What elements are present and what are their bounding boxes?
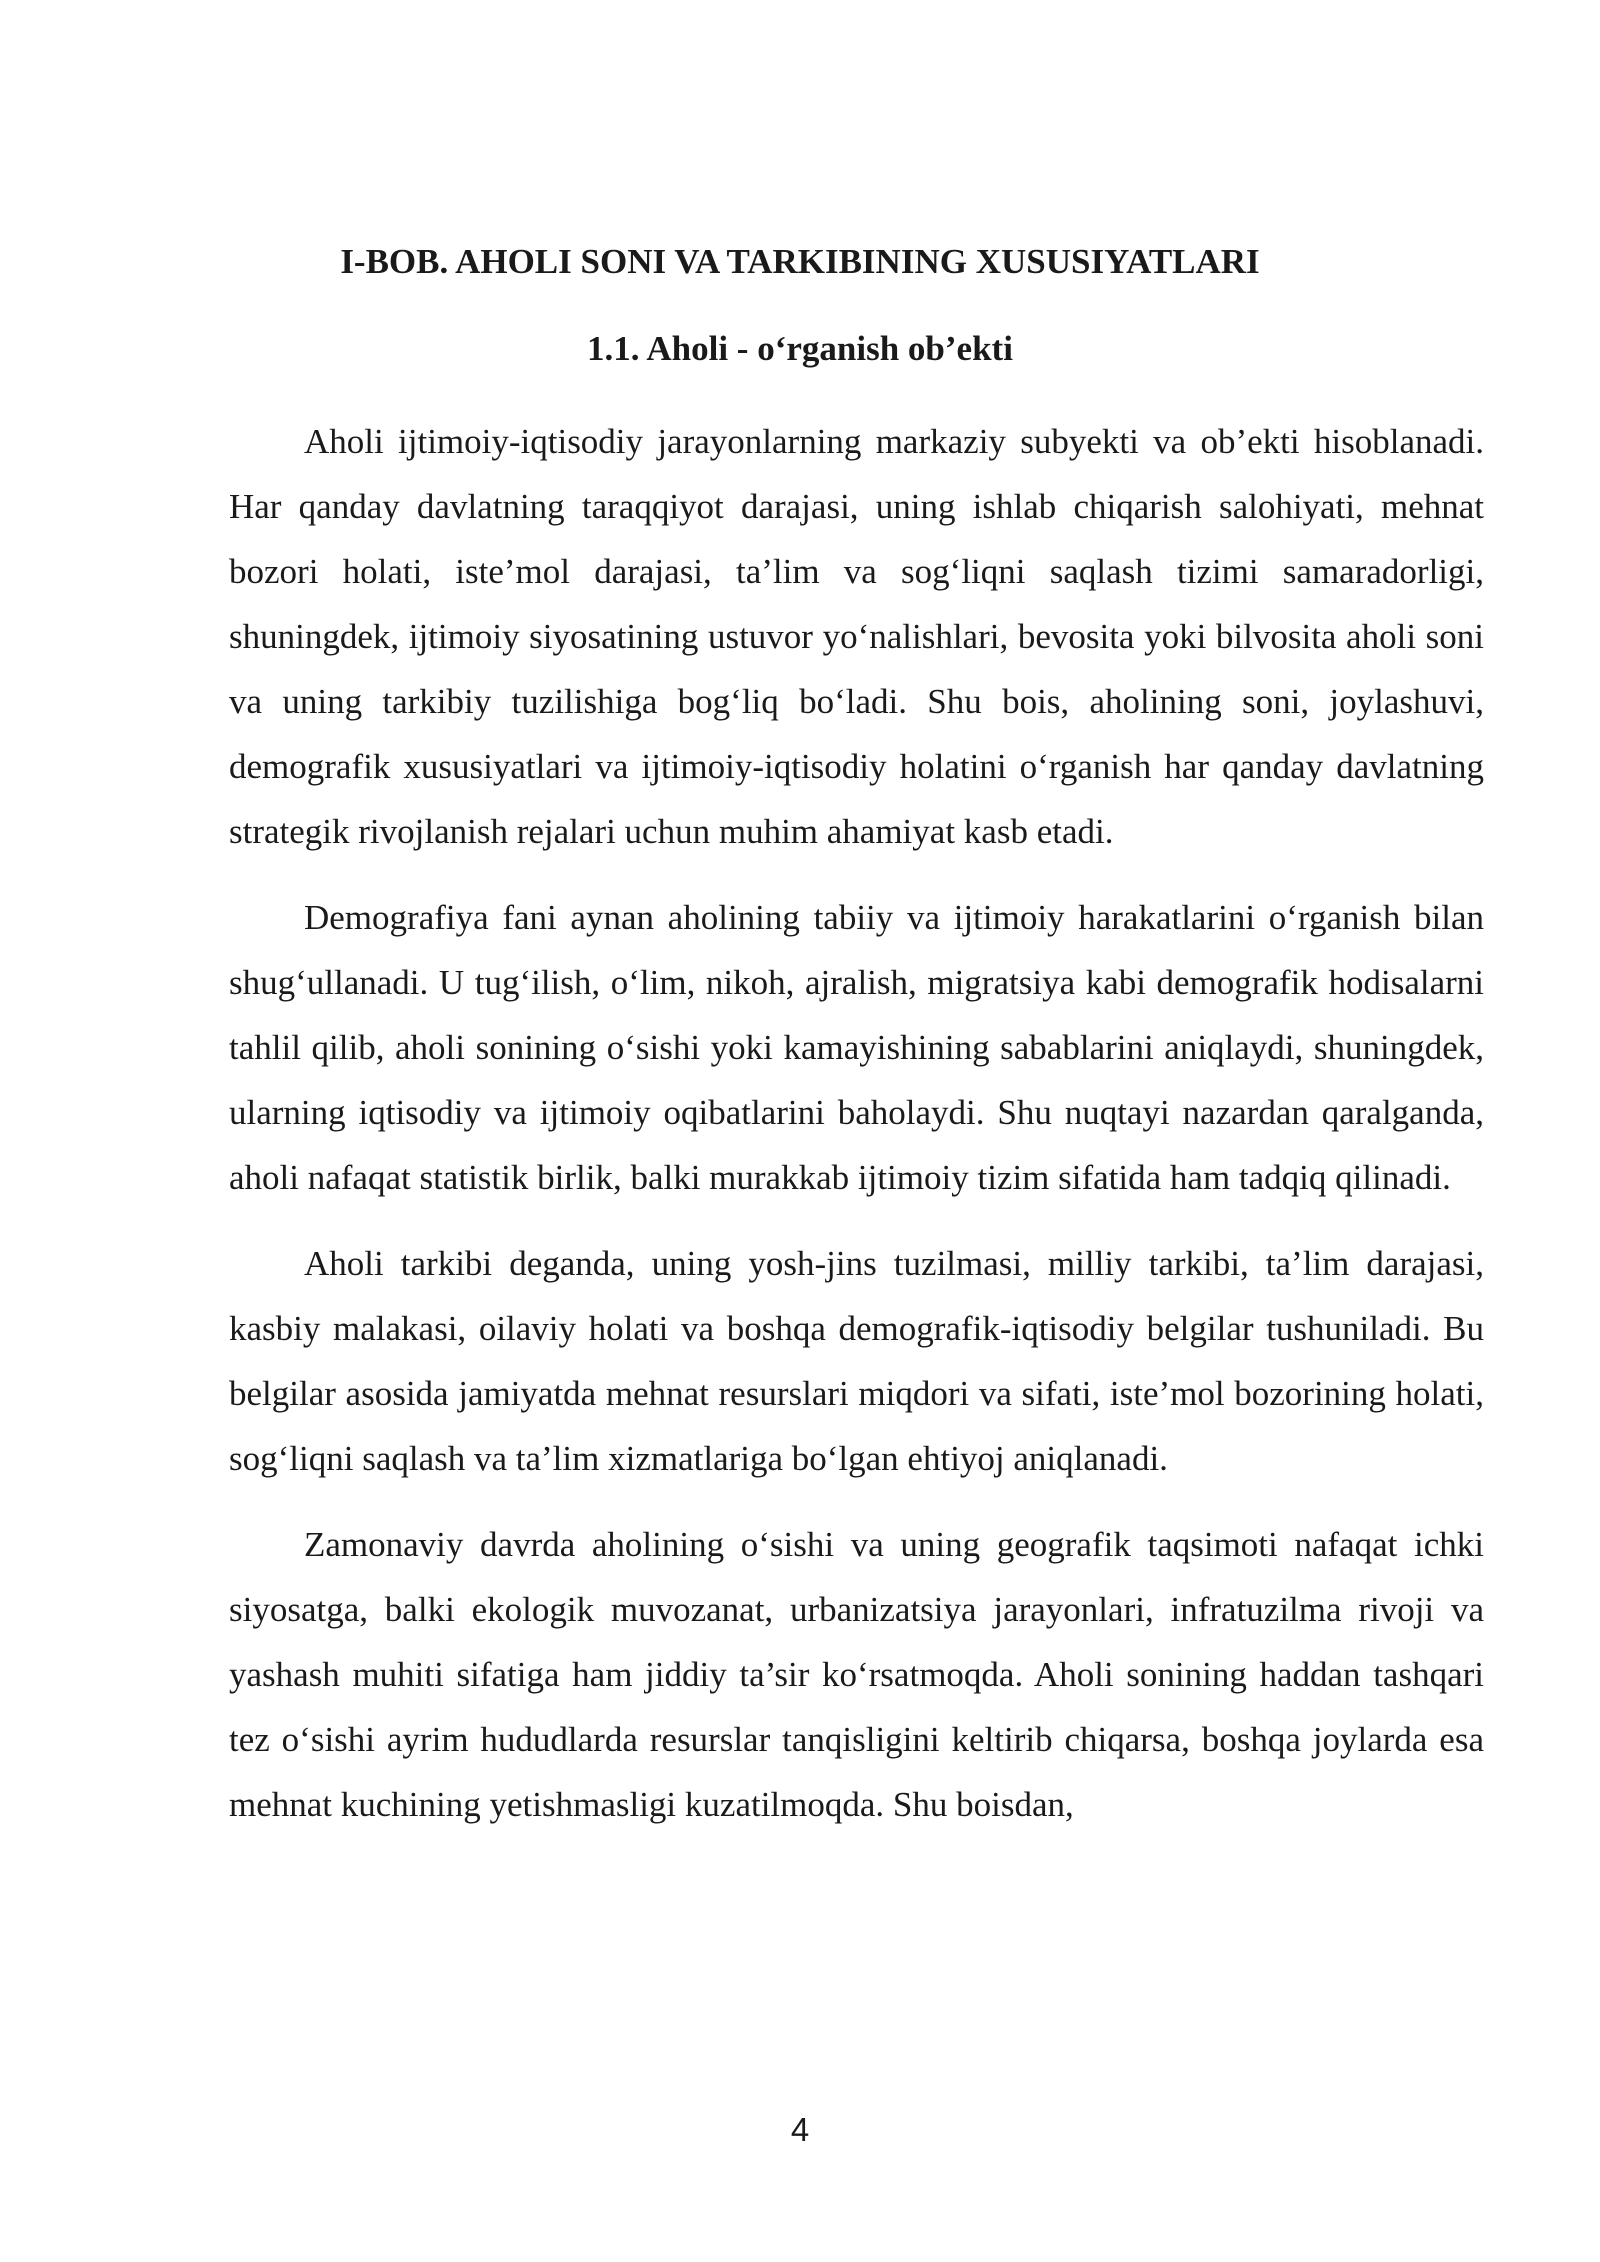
body-text	[229, 409, 1484, 1858]
chapter-title: I-BOB. AHOLI SONI VA TARKIBINING XUSUSIYATLARI	[340, 242, 1260, 281]
paragraph: Zamonaviy davrda aholining o‘sishi va uning geografik taqsimoti nafaqat ichki siyosatga, balki ekologik muvozanat, urbanizatsiya jarayonlari, infratuzilma rivoji va yashash muhiti sifatiga ham jiddiy ta’sir ko‘rsatmoqda. Aholi sonining haddan tashqari tez o‘sishi ayrim hududlarda resurslar tanqisligini keltirib chiqarsa, boshqa joylarda esa mehnat kuchining yetishmasligi kuzatilmoqda. Shu boisdan,	[229, 1525, 1484, 1824]
paragraph: Aholi ijtimoiy-iqtisodiy jarayonlarning markaziy subyekti va ob’ekti hisoblanadi. Har qanday davlatning taraqqiyot darajasi, uning ishlab chiqarish salohiyati, mehnat bozori holati, iste’mol darajasi, ta’lim va sog‘liqni saqlash tizimi samaradorligi, shuningdek, ijtimoiy siyosatining ustuvor yo‘nalishlari, bevosita yoki bilvosita aholi soni va uning tarkibiy tuzilishiga bog‘liq bo‘ladi. Shu bois, aholining soni, joylashuvi, demografik xususiyatlari va ijtimoiy-iqtisodiy holatini o‘rganish har qanday davlatning strategik rivojlanish rejalari uchun muhim ahamiyat kasb etadi.	[229, 422, 1484, 851]
section-title: 1.1. Aholi - o‘rganish ob’ekti	[587, 329, 1013, 368]
paragraph: Aholi tarkibi deganda, uning yosh-jins tuzilmasi, milliy tarkibi, ta’lim darajasi, kasbiy malakasi, oilaviy holati va boshqa demografik-iqtisodiy belgilar tushuniladi. Bu belgilar asosida jamiyatda mehnat resurslari miqdori va sifati, iste’mol bozorining holati, sog‘liqni saqlash va ta’lim xizmatlariga bo‘lgan ehtiyoj aniqlanadi.	[229, 1244, 1484, 1478]
page-number: 4	[790, 2111, 810, 2148]
paragraph: Demografiya fani aynan aholining tabiiy va ijtimoiy harakatlarini o‘rganish bilan shug‘ullanadi. U tug‘ilish, o‘lim, nikoh, ajralish, migratsiya kabi demografik hodisalarni tahlil qilib, aholi sonining o‘sishi yoki kamayishining sabablarini aniqlaydi, shuningdek, ularning iqtisodiy va ijtimoiy oqibatlarini baholaydi. Shu nuqtayi nazardan qaralganda, aholi nafaqat statistik birlik, balki murakkab ijtimoiy tizim sifatida ham tadqiq qilinadi.	[229, 898, 1484, 1197]
